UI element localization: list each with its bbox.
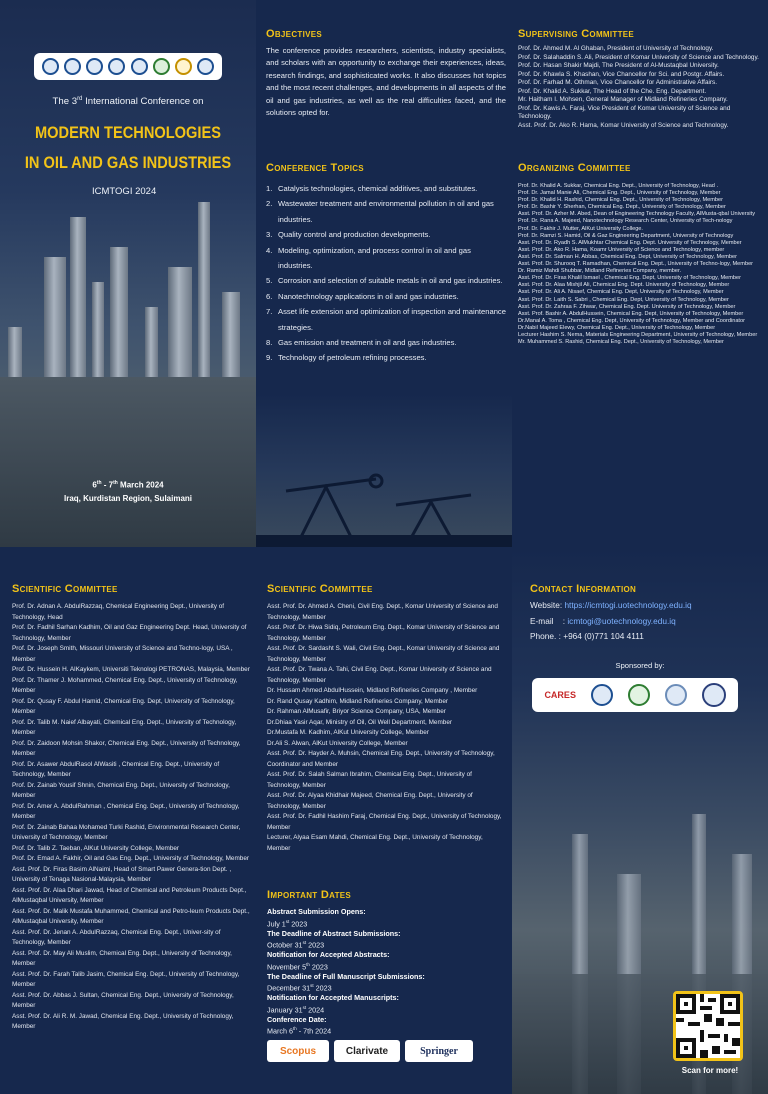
organizing-member: Asst. Prof. Dr. Shurooq T. Ramadhan, Chemical Eng. Dept., University of Techno-logy, Member — [518, 261, 754, 268]
scientific-member: Prof. Dr. Adnan A. AbdulRazzaq, Chemical Engineering Dept., University of Technology, Head — [12, 603, 225, 621]
website-link[interactable]: https://icmtogi.uotechnology.edu.iq — [564, 600, 692, 610]
organizing-member: Prof. Dr. Rana A. Majeed, Nanotechnology Research Center, University of Tech-nology — [518, 218, 733, 225]
cover-panel — [0, 0, 256, 547]
indexing-logos — [267, 1040, 487, 1062]
date-label: The Deadline of Abstract Submissions: — [267, 928, 401, 938]
contact-heading: Contact Information — [530, 583, 637, 595]
topic-text: Nanotechnology applications in oil and gas industries. — [278, 291, 459, 301]
organizing-member: Lecturer Hashim S. Nema, Materials Engineering Department, University of Technology, Member — [518, 331, 758, 338]
topic-text: Modeling, optimization, and process control in oil and gas industries. — [278, 245, 471, 271]
supervising-heading: Supervising Committee — [518, 28, 635, 40]
scientific-member: Asst. Prof. Dr. Hayder A. Muhsin, Chemical Eng. Dept., University of Technology, Coordinator and Member — [267, 750, 495, 768]
organizing-member: Prof. Dr. Khalid A. Sukkar, Chemical Eng. Dept., University of Technology, Head . — [518, 183, 719, 189]
scientific-member: Prof. Dr. Zainab Yousif Shnin, Chemical Eng. Dept., University of Technology, Member — [12, 781, 230, 799]
topic-number: 1. — [266, 184, 273, 193]
topic-item — [266, 304, 506, 335]
title-line-2: IN OIL AND GAS INDUSTRIES — [24, 153, 232, 172]
date-label: Conference Date: — [267, 1014, 327, 1024]
sponsor-logo-4 — [665, 684, 687, 706]
topic-text: Technology of petroleum refining processes. — [278, 353, 427, 363]
university-logo-1 — [42, 58, 59, 75]
topic-item — [266, 350, 506, 365]
organizing-member: Asst. Prof. Dr. Salman H. Abbas, Chemical Eng. Dept, University of Technology, Member — [518, 253, 737, 260]
organizing-member: Mr. Muhammed S. Rashid, Chemical Eng. Dept., University of Technology, Member — [518, 339, 724, 346]
title-line-1: MODERN TECHNOLOGIES — [34, 123, 222, 142]
scientific-member: Prof. Dr. Zainab Bahaa Mohamed Turki Rashid, Environmental Research Center, University of Technology, Member — [12, 823, 241, 841]
supervising-member: Prof. Dr. Khawla S. Khashan, Vice Chancellor for Sci. and Postgr. Affairs. — [518, 70, 725, 78]
topic-item — [266, 273, 506, 288]
scientific-member: Asst. Prof. Dr. Farah Talib Jasim, Chemical Eng. Dept., University of Technology, Member — [12, 970, 240, 988]
scientific-member: Dr. Hussam Ahmed AbdulHussein, Midland Refineries Company , Member — [267, 687, 478, 694]
date-value: March 6th - 7th 2024 — [267, 1026, 332, 1036]
scientific-member: Prof. Dr. Zaidoon Mohsin Shakor, Chemical Eng. Dept., University of Technology, Member — [12, 739, 241, 757]
supervising-member: Prof. Dr. Salahaddin S. Ali, President of Komar University of Science and Technology. — [518, 53, 759, 61]
scientific-member: Dr.Dhiaa Yasir Aqar, Ministry of Oil, Oil Well Department, Member — [267, 718, 453, 726]
organizing-member: Asst. Prof. Dr. Alaa Mishjil Ali, Chemical Eng. Dept. University of Technology, Member — [518, 282, 730, 289]
scientific-heading-1: Scientific Committee — [12, 583, 118, 595]
scan-label: Scan for more! — [681, 1066, 739, 1075]
topic-number: 8. — [266, 338, 273, 348]
organizing-member: Asst. Prof. Dr. Ako R. Hama, Koamr University of Science and Technology, member — [518, 246, 725, 253]
objectives-panel — [256, 0, 512, 547]
organizing-member: Asst. Prof. Dr. Azher M. Abed, Dean of Engineering Technology Faculty, AlMusta-qbal University — [518, 211, 756, 218]
organizing-member: Asst. Prof. Dr. Ali A. Nisaef, Chemical Eng. Dept, University of Technology, Member — [518, 289, 724, 296]
scientific-member: Prof. Dr. Asawer AbdulRasol AlWasiti , Chemical Eng. Dept., University of Technology, Member — [12, 760, 220, 778]
organizing-member: Prof. Dr. Khalid H. Rashid, Chemical Eng. Dept., University of Technology, Member — [518, 197, 723, 204]
scientific-member: Asst. Prof. Dr. Malik Mustafa Muhammed, Chemical and Petro-leum Products Dept., AlMustaqbal University, Member — [12, 907, 250, 925]
scientific-member: Lecturer, Alyaa Esam Mahdi, Chemical Eng. Dept., University of Technology, Member — [267, 834, 483, 852]
organizing-member: Prof. Dr. Fakhir J. Mutter, AlKut University College. — [518, 225, 643, 232]
topic-number: 4. — [266, 245, 273, 255]
scientific-member: Asst. Prof. Dr. Alyaa Khidhair Majeed, Chemical Eng. Dept., University of Technology, Member — [267, 792, 473, 810]
supervising-member: Prof. Dr. Ahmed M. Al Ghaban, President of University of Technology. — [518, 45, 714, 52]
topic-text: Corrosion and selection of suitable metals in oil and gas industries. — [278, 276, 503, 286]
clarivate-logo: Clarivate — [334, 1040, 400, 1062]
scientific-list-2 — [267, 602, 505, 854]
sponsored-label: Sponsored by: — [615, 661, 665, 670]
qr-code-pattern — [676, 994, 740, 1058]
cares-logo: CARES — [544, 690, 576, 700]
qr-code[interactable] — [673, 991, 743, 1061]
topic-item — [266, 181, 506, 196]
phone-number: +964 (0)771 104 4111 — [563, 631, 644, 641]
scientific-member: Prof. Dr. Hussein H. AlKaykem, Universiti Teknologi PETRONAS, Malaysia, Member — [12, 666, 250, 673]
organizing-member: Asst. Prof. Dr. Laith S. Sabri , Chemical Eng. Dept, University of Technology, Member — [518, 296, 729, 303]
dates-list — [267, 907, 505, 1036]
topic-text: Wastewater treatment and environmental pollution in oil and gas industries. — [278, 199, 494, 224]
supervising-member: Asst. Prof. Dr. Ako R. Hama, Komar University of Science and Technology. — [518, 121, 729, 129]
topics-list — [266, 181, 506, 366]
supervising-member: Prof. Dr. Hasan Shakir Majdi, The President of Al-Mustaqbal University. — [518, 62, 719, 69]
scientific-member: Asst. Prof. Dr. Salah Salman Ibrahim, Chemical Eng. Dept., University of Technology, Member — [267, 771, 472, 789]
university-logo-3 — [86, 58, 103, 75]
date-value: July 1st 2023 — [267, 918, 308, 928]
organizing-member: Prof. Dr. Bashir Y. Sherhan, Chemical Eng. Dept., University of Technology, Member — [518, 204, 726, 211]
email-line: E-mail : icmtogi@uotechnology.edu.iq — [530, 616, 676, 626]
supervising-member: Mr. Haitham I. Mohsen, General Manager of Midland Refineries Company. — [518, 96, 728, 103]
university-logo-4 — [108, 58, 125, 75]
topic-number: 3. — [266, 230, 273, 240]
objectives-text: The conference provides researchers, scientists, industry specialists, and scholars with an opportunity to exchange their experiences, ideas, research findings, and sophisticated works. It also discusses hot topics and the most recent challenges, and developments in all aspects of the oil and gas industries, as well as the real difficulties faced, and the solutions opted for. — [266, 46, 506, 118]
conference-acronym: ICMTOGI 2024 — [92, 186, 157, 197]
scientific-member: Asst. Prof. Dr. Abbas J. Sultan, Chemical Eng. Dept., University of Technology, Member — [12, 991, 234, 1009]
website-line: Website: https://icmtogi.uotechnology.edu.iq — [530, 600, 692, 610]
topic-item — [266, 335, 506, 350]
date-label: Notification for Accepted Manuscripts: — [267, 993, 399, 1003]
scientific-member: Prof. Dr. Thamer J. Mohammed, Chemical Eng. Dept., University of Technology, Member — [12, 676, 238, 694]
sponsor-logos-strip — [532, 678, 738, 712]
phone-line: Phone. : +964 (0)771 104 4111 — [530, 631, 644, 641]
contact-panel — [512, 547, 768, 1094]
conference-title — [18, 118, 238, 178]
scientific-member: Asst. Prof. Dr. Alaa Dhari Jawad, Head of Chemical and Petroleum Products Dept., AlMustaqbal University, Member — [12, 886, 247, 904]
organizing-member: Prof. Dr. Ramzi S. Hamid, Oil & Gaz Engineering Department, University of Technology — [518, 232, 734, 239]
organizing-member: Asst. Prof. Dr. Ryadh S. AlMukhtar Chemical Eng. Dept. University of Technology, Member — [518, 239, 742, 246]
supervising-member: Prof. Dr. Farhad M. Othman, Vice Chancellor for Administrative Affairs. — [518, 79, 718, 86]
scientific-member: Prof. Dr. Amer A. AbdulRahman , Chemical Eng. Dept., University of Technology, Member — [12, 802, 240, 820]
conference-dates: 6th - 7th March 2024 — [92, 480, 164, 490]
scientific-member: Prof. Dr. Joseph Smith, Missouri University of Science and Techno-logy, USA , Member — [12, 645, 233, 663]
conference-venue: Iraq, Kurdistan Region, Sulaimani — [63, 494, 193, 503]
university-logo-2 — [64, 58, 81, 75]
date-label: Abstract Submission Opens: — [267, 907, 366, 916]
organizing-member: Asst. Prof. Bashir A. AbdulHussein, Chemical Eng. Dept, University of Technology, Member — [518, 310, 744, 317]
pumpjack-illustration — [256, 407, 512, 547]
date-value: October 31st 2023 — [267, 940, 325, 950]
scientific-member: Asst. Prof. Dr. May Ali Muslim, Chemical Eng. Dept., University of Technology, Member — [12, 949, 232, 967]
topic-item — [266, 243, 506, 274]
refinery-base — [0, 377, 256, 547]
committees-panel — [512, 0, 768, 547]
sponsor-logo-3 — [628, 684, 650, 706]
topic-number: 6. — [266, 291, 273, 301]
date-value: December 31st 2023 — [267, 983, 332, 993]
organizing-member: Dr.Nabil Majeed Elewy, Chemical Eng. Dept., University of Technology, Member — [518, 324, 716, 331]
supervising-list — [518, 45, 764, 130]
date-label: Notification for Accepted Abstracts: — [267, 950, 390, 960]
university-logo-6 — [153, 58, 170, 75]
organizing-list — [518, 183, 764, 346]
topic-number: 2. — [266, 199, 273, 209]
date-value: November 5th 2023 — [267, 961, 328, 972]
organizing-member: Asst. Prof. Dr. Zahraa F. Zihwar, Chemical Eng. Dept. University of Technology, Member — [518, 303, 736, 310]
organizing-member: Prof. Dr. Jamal Manie Ali, Chemical Eng. Dept., University of Technology, Member — [518, 190, 721, 197]
scopus-logo: Scopus — [267, 1040, 329, 1062]
topic-item — [266, 289, 506, 304]
scientific-member: Asst. Prof. Dr. Ali R. M. Jawad, Chemical Eng. Dept., University of Technology, Member — [12, 1012, 234, 1030]
partner-logos-strip — [34, 53, 222, 80]
organizing-member: Dr. Ramiz Mahdi Shubbar, Midland Refineries Company, member. — [518, 268, 682, 275]
topic-text: Asset life extension and optimization of inspection and maintenance strategies. — [278, 307, 506, 332]
scientific-member: Dr.Ali S. Alwan, AlKut University College, Member — [267, 739, 408, 747]
topic-text: Catalysis technologies, chemical additives, and substitutes. — [278, 184, 478, 193]
scientific-heading-2: Scientific Committee — [267, 583, 373, 595]
dates-heading: Important Dates — [267, 889, 352, 901]
scientific-member: Prof. Dr. Talib Z. Taeban, AlKut University College, Member — [12, 844, 180, 852]
topic-number: 9. — [266, 353, 273, 363]
scientific-member: Asst. Prof. Dr. Jenan A. AbdulRazzaq, Chemical Eng. Dept., Univer-sity of Technology, Member — [12, 928, 221, 946]
sponsor-logo-5 — [702, 683, 726, 707]
scientific-member: Asst. Prof. Dr. Twana A. Tahi, Civil Eng. Dept., Komar University of Science and Technology, Member — [267, 666, 492, 684]
scientific-member: Asst. Prof. Dr. Firas Basim AlNaimi, Head of Smart Pawer Genera-tion Dept. , University of Tenaga Nasional-Malaysia, Member — [12, 865, 232, 883]
organizing-member: Asst. Prof. Dr. Firas Khalil Ismael , Chemical Eng. Dept, University of Technology, Member — [518, 275, 742, 282]
scientific-member: Asst. Prof. Dr. Sardasht S. Wali, Civil Eng. Dept., Komar University of Science and Technology, Member — [267, 645, 500, 663]
date-label: The Deadline of Full Manuscript Submissions: — [267, 971, 425, 981]
scientific-member: Prof. Dr. Qusay F. Abdul Hamid, Chemical Eng. Dept, University of Technology, Member — [12, 697, 235, 715]
organizing-heading: Organizing Committee — [518, 162, 631, 174]
scientific-panel-2 — [256, 547, 512, 1094]
scientific-member: Dr.Mustafa M. Kadhim, AlKut University College, Member — [267, 729, 429, 736]
scientific-member: Asst. Prof. Dr. Hiwa Sidiq, Petroleum Eng. Dept., Komar University of Science and Technology, Member — [267, 624, 500, 642]
topic-number: 7. — [266, 307, 273, 317]
conference-edition: The 3rd International Conference on — [52, 96, 204, 108]
objectives-heading: Objectives — [266, 28, 323, 40]
topic-item — [266, 196, 506, 227]
topic-text: Quality control and production developments. — [278, 230, 431, 240]
scientific-member: Dr. Rand Qusay Kadhim, Midland Refineries Company, Member — [267, 697, 449, 705]
organizing-member: Dr.Manal A. Toma , Chemical Eng. Dept, University of Technology, Member and Coordinator — [518, 317, 745, 324]
scientific-member: Dr. Rahman AlMusafir, Briyor Science Company, USA, Member — [267, 708, 446, 715]
email-link[interactable]: icmtogi@uotechnology.edu.iq — [567, 616, 676, 626]
topics-heading: Conference Topics — [266, 162, 364, 174]
scientific-member: Prof. Dr. Emad A. Fakhir, Oil and Gas Eng. Dept., University of Technology, Member — [12, 855, 250, 862]
date-value: January 31st 2024 — [267, 1004, 325, 1015]
scientific-member: Prof. Dr. Fadhil Sarhan Kadhim, Oil and Gaz Engineering Dept. Head, University of Technology, Member — [12, 624, 247, 642]
university-logo-8 — [197, 58, 214, 75]
university-logo-5 — [131, 58, 148, 75]
scientific-list-1 — [12, 602, 250, 1033]
topic-text: Gas emission and treatment in oil and gas industries. — [278, 338, 457, 348]
topic-number: 5. — [266, 276, 273, 286]
springer-logo: Springer — [405, 1040, 473, 1062]
sponsor-logo-2 — [591, 684, 613, 706]
university-logo-7 — [175, 58, 192, 75]
supervising-member: Prof. Dr. Khalid A. Sukkar, The Head of the Che. Eng. Department. — [518, 87, 707, 95]
scientific-panel-1 — [0, 547, 256, 1094]
scientific-member: Asst. Prof. Dr. Ahmed A. Cheni, Civil Eng. Dept., Komar University of Science and Technology, Member — [267, 603, 498, 621]
scientific-member: Prof. Dr. Talib M. Naief Albayati, Chemical Eng. Dept., University of Technology, Member — [12, 718, 237, 736]
supervising-member: Prof. Dr. Kawis A. Faraj, Vice President of Komar University of Science and Technology. — [518, 104, 731, 120]
scientific-member: Asst. Prof. Dr. Fadhil Hashim Faraj, Chemical Eng. Dept., University of Technology, Member — [267, 813, 502, 831]
topic-item — [266, 227, 506, 242]
